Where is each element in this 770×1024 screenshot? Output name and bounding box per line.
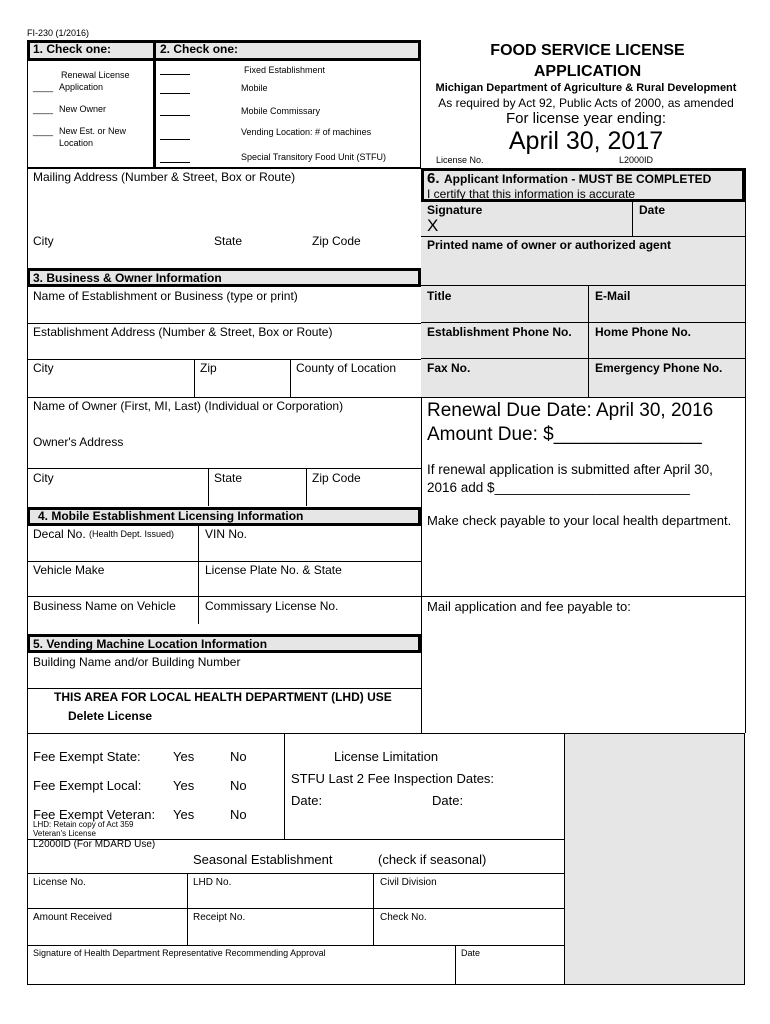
mailing-top-rule <box>27 168 421 169</box>
signature-label: Signature <box>427 203 483 217</box>
check2-blank-vending[interactable] <box>160 139 190 140</box>
building-label: Building Name and/or Building Number <box>33 655 241 669</box>
signature-date-divider <box>632 202 633 236</box>
lhd-no-label: LHD No. <box>193 877 232 888</box>
signature-date-label: Date <box>639 203 666 217</box>
lhd-fee-divider <box>284 733 285 839</box>
owner-state-label: State <box>214 471 243 485</box>
lhd-right-divider <box>564 733 565 985</box>
mailing-zip-label: Zip Code <box>312 234 361 248</box>
establishment-address-label: Establishment Address (Number & Street, Box or Route) <box>33 325 333 339</box>
rule-mail-to <box>421 596 745 597</box>
stfu-date1-label: Date: <box>291 793 323 808</box>
seasonal-label: Seasonal Establishment <box>193 852 333 867</box>
check-divider <box>153 40 156 168</box>
rule-vehicle <box>27 561 421 562</box>
rule-amount-row <box>27 908 564 909</box>
decal-label: Decal No. <box>33 527 86 541</box>
late-fee-line2: 2016 add $__________________________ <box>427 480 690 495</box>
section3-title: 3. Business & Owner Information <box>33 271 222 285</box>
lhd-area-title: THIS AREA FOR LOCAL HEALTH DEPARTMENT (LHD) USE <box>54 690 392 704</box>
stfu-date2-label: Date: <box>432 793 464 808</box>
check2-item-vending: Vending Location: # of machines <box>241 127 372 137</box>
check2-blank-mobile[interactable] <box>160 93 190 94</box>
right-fields-divider <box>588 285 589 397</box>
divider-city-zip <box>194 359 195 397</box>
fee-state-yes[interactable]: Yes <box>173 749 195 764</box>
header-license-no: License No. <box>436 155 484 165</box>
rule-biz-vehicle <box>27 596 421 597</box>
check2-item-stfu: Special Transitory Food Unit (STFU) <box>241 152 387 162</box>
retain-note-line1: LHD: Retain copy of Act 359 <box>33 820 134 829</box>
rule-renewal <box>421 397 745 398</box>
county-label: County of Location <box>296 361 397 375</box>
mailing-address-label: Mailing Address (Number & Street, Box or Route) <box>33 170 296 184</box>
vehicle-make-label: Vehicle Make <box>33 563 105 577</box>
rule-lhd-area <box>27 688 421 689</box>
amount-received-label: Amount Received <box>33 912 112 923</box>
form-title-line2: APPLICATION <box>533 63 642 80</box>
l2000id-label: L2000ID (For MDARD Use) <box>33 839 156 850</box>
fee-exempt-state-label: Fee Exempt State: <box>33 749 141 764</box>
emergency-phone-label: Emergency Phone No. <box>595 361 723 375</box>
check-seasonal-label: (check if seasonal) <box>378 852 487 867</box>
rule-est-address <box>27 323 421 324</box>
check2-blank-stfu[interactable] <box>160 162 190 163</box>
mail-to-note: Mail application and fee payable to: <box>427 599 631 614</box>
license-limitation-label: License Limitation <box>334 749 439 764</box>
license-year-date: April 30, 2017 <box>508 127 664 155</box>
check2-item-mobile: Mobile <box>241 83 268 93</box>
check2-blank-fixed[interactable] <box>160 74 190 75</box>
rule-printed-name <box>421 236 745 237</box>
check1-title: 1. Check one: <box>33 42 112 56</box>
retain-note-line2: Veteran's License <box>33 829 96 838</box>
right-border <box>745 168 746 733</box>
fee-veteran-no[interactable]: No <box>230 807 247 822</box>
rule-owner-name <box>27 397 421 398</box>
fee-local-yes[interactable]: Yes <box>173 778 195 793</box>
fax-label: Fax No. <box>427 361 471 375</box>
check1-renewal-label: Renewal License <box>61 70 130 80</box>
lhd-col-divider1 <box>187 873 188 945</box>
stfu-dates-label: STFU Last 2 Fee Inspection Dates: <box>291 771 495 786</box>
check1-renewal-label2: Application <box>59 82 104 92</box>
divider-owner-city-state <box>208 468 209 506</box>
printed-name-label: Printed name of owner or authorized agent <box>427 238 672 252</box>
check1-new-est-label: New Est. or New <box>59 126 127 136</box>
section6-title: Applicant Information - MUST BE COMPLETED <box>444 172 712 186</box>
signature-rep-date-label: Date <box>461 948 481 958</box>
check1-renewal-blank[interactable]: ____ <box>33 82 54 92</box>
fee-exempt-veteran-label: Fee Exempt Veteran: <box>33 807 156 822</box>
section4-title: 4. Mobile Establishment Licensing Information <box>38 509 304 523</box>
check1-new-owner-blank[interactable]: ____ <box>33 104 54 114</box>
divider-zip-county <box>290 359 291 397</box>
fee-state-no[interactable]: No <box>230 749 247 764</box>
establishment-city-label: City <box>33 361 54 375</box>
form-title-line1: FOOD SERVICE LICENSE <box>490 42 685 59</box>
check2-item-commissary: Mobile Commissary <box>241 106 321 116</box>
receipt-no-label: Receipt No. <box>193 912 246 923</box>
title-label: Title <box>427 289 452 303</box>
rule-phones <box>421 322 745 323</box>
rule-owner-city <box>27 468 421 469</box>
establishment-phone-label: Establishment Phone No. <box>427 325 572 339</box>
late-fee-line1: If renewal application is submitted after April 30, <box>427 462 713 477</box>
rule-license-row <box>27 873 564 874</box>
signature-date-col <box>455 945 456 985</box>
check1-new-owner-label: New Owner <box>59 104 107 114</box>
lhd-right-shade <box>565 734 744 984</box>
divider-owner-state-zip <box>306 468 307 506</box>
check1-new-est-label2: Location <box>59 138 94 148</box>
check-no-label: Check No. <box>380 912 427 923</box>
owner-name-label: Name of Owner (First, MI, Last) (Individual or Corporation) <box>33 399 344 413</box>
section5-title: 5. Vending Machine Location Information <box>33 637 268 651</box>
delete-license-label: Delete License <box>68 709 153 723</box>
establishment-name-label: Name of Establishment or Business (type or print) <box>33 289 298 303</box>
rule-signature-row <box>27 945 564 946</box>
decal-note: (Health Dept. Issued) <box>89 529 175 539</box>
check2-title: 2. Check one: <box>160 42 239 56</box>
header-l2000id: L2000ID <box>619 155 654 165</box>
form-id: FI-230 (1/2016) <box>27 28 90 38</box>
fee-exempt-local-label: Fee Exempt Local: <box>33 778 142 793</box>
check2-item-fixed: Fixed Establishment <box>244 65 326 75</box>
license-year-label: For license year ending: <box>505 110 667 127</box>
lhd-col-divider2 <box>373 873 374 945</box>
amount-due: Amount Due: $______________ <box>427 424 702 445</box>
rule-fax <box>421 358 745 359</box>
home-phone-label: Home Phone No. <box>595 325 692 339</box>
license-plate-label: License Plate No. & State <box>205 563 342 577</box>
civil-division-label: Civil Division <box>380 877 437 888</box>
owner-address-label: Owner's Address <box>33 435 124 449</box>
department-name: Michigan Department of Agriculture & Rural Development <box>435 82 737 94</box>
establishment-zip-label: Zip <box>200 361 217 375</box>
renewal-due-date: Renewal Due Date: April 30, 2016 <box>427 400 714 421</box>
email-label: E-Mail <box>595 289 631 303</box>
check-payable-note: Make check payable to your local health department. <box>427 513 732 528</box>
section4-divider <box>198 525 199 624</box>
business-name-vehicle-label: Business Name on Vehicle <box>33 599 176 613</box>
act-reference: As required by Act 92, Public Acts of 2000, as amended <box>438 96 734 110</box>
check1-new-est-blank[interactable]: ____ <box>33 126 54 136</box>
lhd-license-no-label: License No. <box>33 877 86 888</box>
section6-num: 6. <box>427 170 440 187</box>
rule-title-email <box>421 285 745 286</box>
fee-veteran-yes[interactable]: Yes <box>173 807 195 822</box>
check2-blank-commissary[interactable] <box>160 115 190 116</box>
section6-certify: I certify that this information is accurate <box>427 187 636 201</box>
signature-rep-label: Signature of Health Department Representative Recommending Approval <box>33 948 326 958</box>
rule-est-city <box>27 359 421 360</box>
fee-local-no[interactable]: No <box>230 778 247 793</box>
mailing-city-label: City <box>33 234 54 248</box>
vin-label: VIN No. <box>205 527 248 541</box>
signature-x: X <box>427 216 439 235</box>
owner-city-label: City <box>33 471 54 485</box>
mailing-state-label: State <box>214 234 243 248</box>
owner-zip-label: Zip Code <box>312 471 361 485</box>
commissary-license-label: Commissary License No. <box>205 599 339 613</box>
